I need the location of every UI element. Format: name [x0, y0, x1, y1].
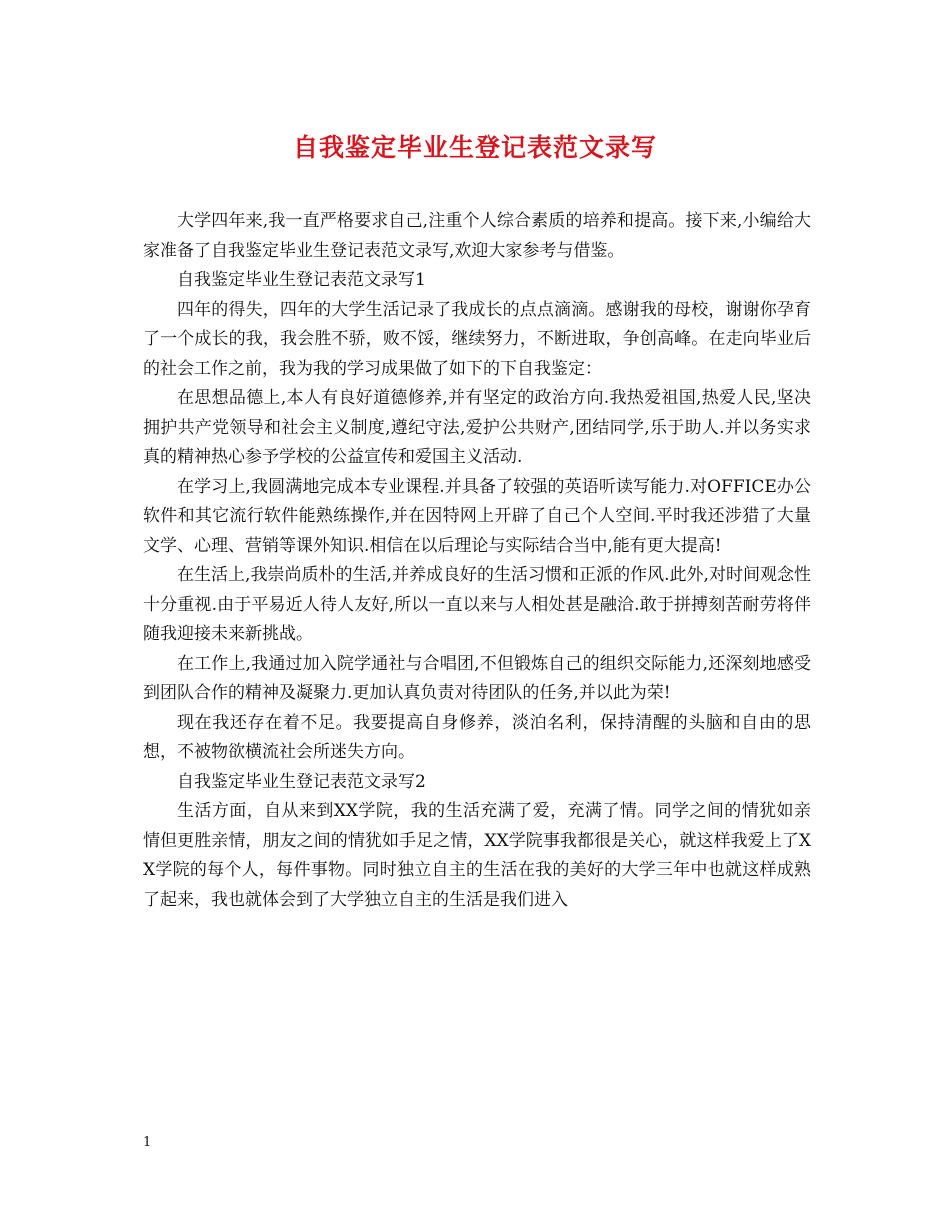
document-body — [143, 207, 811, 915]
section-heading-2: 自我鉴定毕业生登记表范文录写2 — [177, 771, 426, 792]
paragraph-gains-losses: 四年的得失，四年的大学生活记录了我成长的点点滴滴。感谢我的母校，谢谢你孕育了一个成长的我，我会胜不骄，败不馁，继续努力，不断进取，争创高峰。在走向毕业后的社会工作之前，我为我的学习成果做了如下的下自我鉴定： — [143, 299, 811, 379]
page-number: 1 — [143, 1135, 152, 1150]
paragraph-work: 在工作上,我通过加入院学通社与合唱团,不但锻炼自己的组织交际能力,还深刻地感受到团队合作的精神及凝聚力.更加认真负责对待团队的任务,并以此为荣! — [143, 653, 811, 703]
paragraph-life: 在生活上,我崇尚质朴的生活,并养成良好的生活习惯和正派的作风.此外,对时间观念性十分重视.由于平易近人待人友好,所以一直以来与人相处甚是融洽.敢于拼搏刻苦耐劳将伴随我迎接未来新挑战。 — [143, 565, 811, 644]
paragraph-morality: 在思想品德上,本人有良好道德修养,并有坚定的政治方向.我热爱祖国,热爱人民,坚决拥护共产党领导和社会主义制度,遵纪守法,爱护公共财产,团结同学,乐于助人.并以务实求真的精神热心参予学校的公益宣传和爱国主义活动. — [143, 388, 811, 467]
intro-paragraph: 大学四年来,我一直严格要求自己,注重个人综合素质的培养和提高。接下来,小编给大家准备了自我鉴定毕业生登记表范文录写,欢迎大家参考与借鉴。 — [143, 211, 811, 261]
section-heading-1: 自我鉴定毕业生登记表范文录写1 — [177, 270, 426, 290]
paragraph-life-aspect: 生活方面，自从来到XX学院，我的生活充满了爱，充满了情。同学之间的情犹如亲情但更胜亲情，朋友之间的情犹如手足之情，XX学院事我都很是关心，就这样我爱上了XX学院的每个人，每件事物。同时独立自主的生活在我的美好的大学三年中也就这样成熟了起来，我也就体会到了大学独立自主的生活是我们进入 — [143, 801, 811, 910]
paragraph-study: 在学习上,我圆满地完成本专业课程.并具备了较强的英语听读写能力.对OFFICE办公软件和其它流行软件能熟练操作,并在因特网上开辟了自己个人空间.平时我还涉猎了大量文学、心理、营销等课外知识.相信在以后理论与实际结合当中,能有更大提高! — [143, 476, 811, 556]
document-title: 自我鉴定毕业生登记表范文录写 — [292, 133, 657, 162]
paragraph-shortcomings: 现在我还存在着不足。我要提高自身修养，淡泊名利，保持清醒的头脑和自由的思想，不被物欲横流社会所迷失方向。 — [143, 712, 811, 762]
